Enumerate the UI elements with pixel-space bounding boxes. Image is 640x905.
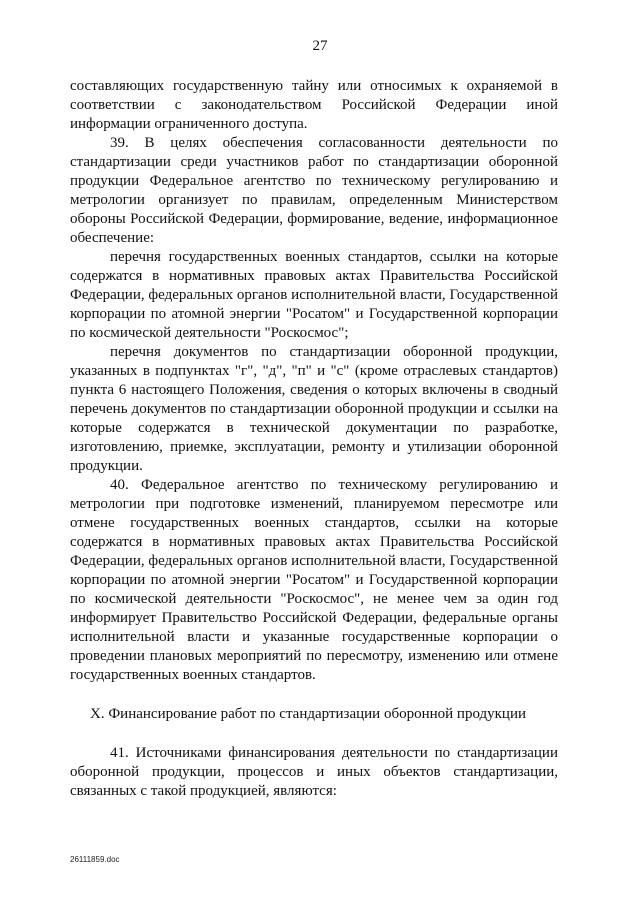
page-number: 27 (312, 38, 328, 54)
paragraph-continuation: составляющих государственную тайну или относимых к охраняемой в соответствии с законодательством Российской Федерации иной информации ограниченного доступа. (70, 78, 558, 132)
file-reference: 26111859.doc (70, 855, 120, 864)
document-body (70, 77, 558, 801)
paragraph-39-list-item-2: перечня документов по стандартизации оборонной продукции, указанных в подпунктах "г", "д", "п" и "с" (кроме отраслевых стандартов) пункта 6 настоящего Положения, сведения о которых включены в сводный перечень документов по стандартизации оборонной продукции и ссылки на которые содержатся в технической документации по разработке, изготовлению, приемке, эксплуатации, ремонту и утилизации оборонной продукции. (70, 344, 558, 474)
section-heading: X. Финансирование работ по стандартизации оборонной продукции (90, 706, 527, 722)
paragraph-41: 41. Источниками финансирования деятельности по стандартизации оборонной продукции, процессов и иных объектов стандартизации, связанных с такой продукцией, являются: (70, 745, 558, 799)
paragraph-40: 40. Федеральное агентство по техническому регулированию и метрологии при подготовке изменений, планируемом пересмотре или отмене государственных военных стандартов, ссылки на которые содержатся в нормативных правовых актах Правительства Российской Федерации, федеральных органов исполнительной власти, Государственной корпорации по атомной энергии "Росатом" и Государственной корпорации по космической деятельности "Роскосмос", не менее чем за один год информирует Правительство Российской Федерации, федеральные органы исполнительной власти и указанные государственные корпорации о проведении плановых мероприятий по пересмотру, изменению или отмене государственных военных стандартов. (70, 477, 558, 683)
paragraph-39-list-item-1: перечня государственных военных стандартов, ссылки на которые содержатся в нормативных правовых актах Правительства Российской Федерации, федеральных органов исполнительной власти, Государственной корпорации по атомной энергии "Росатом" и Государственной корпорации по космической деятельности "Роскосмос"; (70, 249, 558, 341)
paragraph-39: 39. В целях обеспечения согласованности деятельности по стандартизации среди участников работ по стандартизации оборонной продукции Федеральное агентство по техническому регулированию и метрологии организует по правилам, определенным Министерством обороны Российской Федерации, формирование, ведение, информационное обеспечение: (70, 135, 558, 246)
